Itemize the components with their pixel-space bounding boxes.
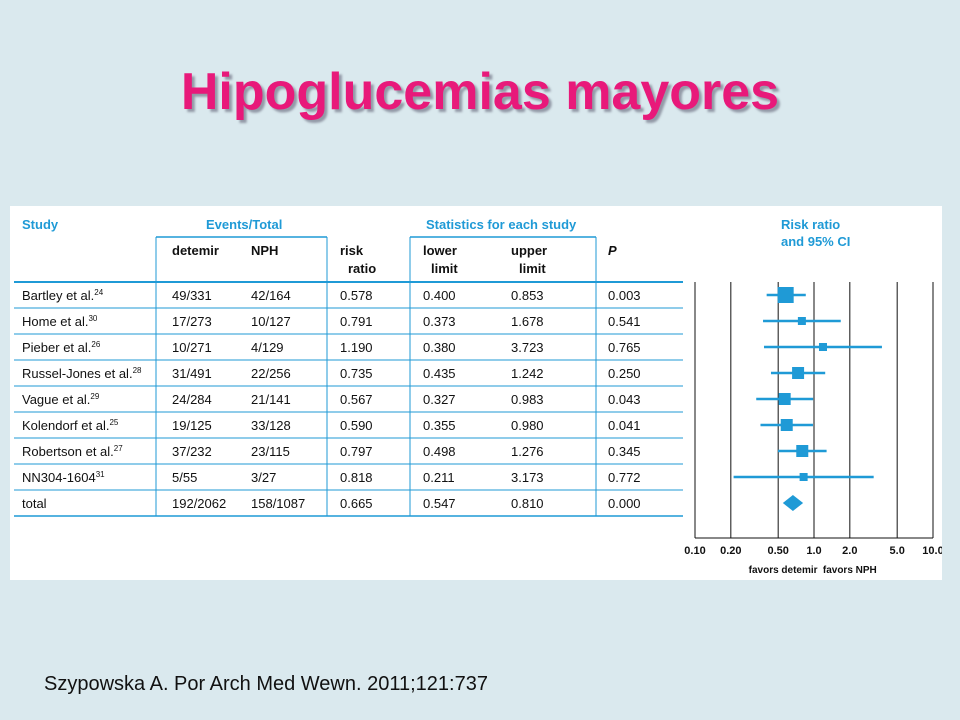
cell-lower: 0.373 bbox=[423, 314, 456, 329]
x-tick-label: 0.10 bbox=[684, 545, 706, 557]
col-detemir: detemir bbox=[172, 243, 219, 258]
point-estimate bbox=[796, 445, 808, 457]
cell-study-reference: 25 bbox=[109, 418, 119, 427]
point-estimate bbox=[800, 473, 808, 481]
cell-detemir: 37/232 bbox=[172, 444, 212, 459]
cell-rr: 1.190 bbox=[340, 340, 373, 355]
point-estimate bbox=[778, 287, 794, 303]
cell-p: 0.345 bbox=[608, 444, 641, 459]
x-tick-label: 2.0 bbox=[842, 545, 858, 557]
cell-study: Vague et al.$^{29}$ bbox=[22, 392, 100, 407]
point-estimate bbox=[798, 317, 806, 325]
cell-study: Robertson et al.$^{27}$ bbox=[22, 444, 123, 459]
cell-upper: 0.983 bbox=[511, 392, 544, 407]
cell-upper: 3.723 bbox=[511, 340, 544, 355]
cell-upper: 0.810 bbox=[511, 496, 544, 511]
cell-rr: 0.797 bbox=[340, 444, 373, 459]
cell-p: 0.003 bbox=[608, 288, 641, 303]
forest-plot-figure bbox=[10, 206, 942, 580]
col-nph: NPH bbox=[251, 243, 279, 258]
cell-study-reference: 27 bbox=[113, 444, 123, 453]
cell-study-reference: 24 bbox=[94, 288, 104, 297]
cell-nph: 23/115 bbox=[251, 444, 290, 459]
col-p: P bbox=[608, 243, 617, 258]
cell-lower: 0.380 bbox=[423, 340, 456, 355]
forest-plot bbox=[684, 282, 942, 576]
x-tick-label: 0.20 bbox=[720, 545, 742, 557]
cell-p: 0.043 bbox=[608, 392, 641, 407]
citation: Szypowska A. Por Arch Med Wewn. 2011;121:737 bbox=[44, 673, 488, 695]
col-risk: risk bbox=[340, 243, 364, 258]
col-lower: lower bbox=[423, 243, 457, 258]
cell-lower: 0.355 bbox=[423, 418, 456, 433]
cell-lower: 0.211 bbox=[423, 470, 455, 485]
cell-detemir: 31/491 bbox=[172, 366, 212, 381]
forest-plot-panel bbox=[10, 206, 942, 580]
table-rows bbox=[22, 288, 641, 511]
cell-study: NN304-1604$^{31}$ bbox=[22, 470, 105, 485]
cell-upper: 1.678 bbox=[511, 314, 544, 329]
cell-nph: 158/1087 bbox=[251, 496, 306, 511]
cell-study: Bartley et al.$^{24}$ bbox=[22, 288, 104, 303]
point-estimate bbox=[819, 343, 827, 351]
point-estimate bbox=[779, 393, 791, 405]
cell-nph: 42/164 bbox=[251, 288, 291, 303]
x-tick-label: 1.0 bbox=[806, 545, 822, 557]
cell-p: 0.000 bbox=[608, 496, 641, 511]
cell-nph: 10/127 bbox=[251, 314, 291, 329]
cell-study: Home et al.$^{30}$ bbox=[22, 314, 98, 329]
col-lower-limit: limit bbox=[431, 261, 458, 276]
cell-p: 0.541 bbox=[608, 314, 641, 329]
x-tick-label: 10.0 bbox=[922, 545, 942, 557]
cell-rr: 0.567 bbox=[340, 392, 373, 407]
cell-upper: 0.980 bbox=[511, 418, 544, 433]
slide-title: Hipoglucemias mayores bbox=[180, 63, 780, 121]
point-estimate bbox=[792, 367, 804, 379]
header-risk-ratio: Risk ratio bbox=[781, 217, 841, 232]
cell-p: 0.772 bbox=[608, 470, 641, 485]
cell-study: total bbox=[22, 496, 47, 511]
cell-study-reference: 31 bbox=[95, 470, 105, 479]
cell-lower: 0.498 bbox=[423, 444, 456, 459]
cell-detemir: 24/284 bbox=[172, 392, 212, 407]
cell-study-reference: 30 bbox=[88, 314, 98, 323]
cell-study: Pieber et al.$^{26}$ bbox=[22, 340, 101, 355]
cell-rr: 0.665 bbox=[340, 496, 373, 511]
cell-nph: 22/256 bbox=[251, 366, 291, 381]
cell-study-reference: 26 bbox=[91, 340, 101, 349]
cell-lower: 0.547 bbox=[423, 496, 456, 511]
col-ratio: ratio bbox=[348, 261, 377, 276]
cell-upper: 1.242 bbox=[511, 366, 544, 381]
favors-nph-label: favors NPH bbox=[822, 565, 877, 576]
total-diamond bbox=[783, 495, 803, 511]
cell-detemir: 10/271 bbox=[172, 340, 212, 355]
header-events: Events/Total bbox=[206, 217, 283, 232]
cell-p: 0.765 bbox=[608, 340, 641, 355]
cell-detemir: 192/2062 bbox=[172, 496, 227, 511]
cell-upper: 3.173 bbox=[511, 470, 544, 485]
header-study: Study bbox=[22, 217, 59, 232]
x-tick-label: 5.0 bbox=[889, 545, 905, 557]
cell-lower: 0.435 bbox=[423, 366, 456, 381]
point-estimate bbox=[781, 419, 793, 431]
cell-lower: 0.327 bbox=[423, 392, 456, 407]
cell-lower: 0.400 bbox=[423, 288, 456, 303]
cell-detemir: 5/55 bbox=[172, 470, 198, 485]
favors-detemir-label: favors detemir bbox=[748, 565, 818, 576]
cell-rr: 0.590 bbox=[340, 418, 373, 433]
cell-upper: 0.853 bbox=[511, 288, 544, 303]
cell-study-reference: 28 bbox=[132, 366, 142, 375]
cell-nph: 21/141 bbox=[251, 392, 291, 407]
x-tick-label: 0.50 bbox=[767, 545, 789, 557]
cell-nph: 4/129 bbox=[251, 340, 284, 355]
cell-study: Russel-Jones et al.$^{28}$ bbox=[22, 366, 142, 381]
header-stats: Statistics for each study bbox=[426, 217, 577, 232]
cell-nph: 33/128 bbox=[251, 418, 291, 433]
col-upper-limit: limit bbox=[519, 261, 546, 276]
cell-upper: 1.276 bbox=[511, 444, 544, 459]
cell-detemir: 19/125 bbox=[172, 418, 212, 433]
cell-rr: 0.578 bbox=[340, 288, 373, 303]
cell-study-reference: 29 bbox=[90, 392, 100, 401]
cell-rr: 0.791 bbox=[340, 314, 373, 329]
cell-rr: 0.818 bbox=[340, 470, 373, 485]
header-risk-ratio-ci: and 95% CI bbox=[781, 234, 851, 249]
cell-p: 0.041 bbox=[608, 418, 641, 433]
cell-detemir: 49/331 bbox=[172, 288, 212, 303]
cell-nph: 3/27 bbox=[251, 470, 277, 485]
cell-detemir: 17/273 bbox=[172, 314, 212, 329]
cell-study: Kolendorf et al.$^{25}$ bbox=[22, 418, 119, 433]
cell-rr: 0.735 bbox=[340, 366, 373, 381]
col-upper: upper bbox=[511, 243, 548, 258]
cell-p: 0.250 bbox=[608, 366, 641, 381]
